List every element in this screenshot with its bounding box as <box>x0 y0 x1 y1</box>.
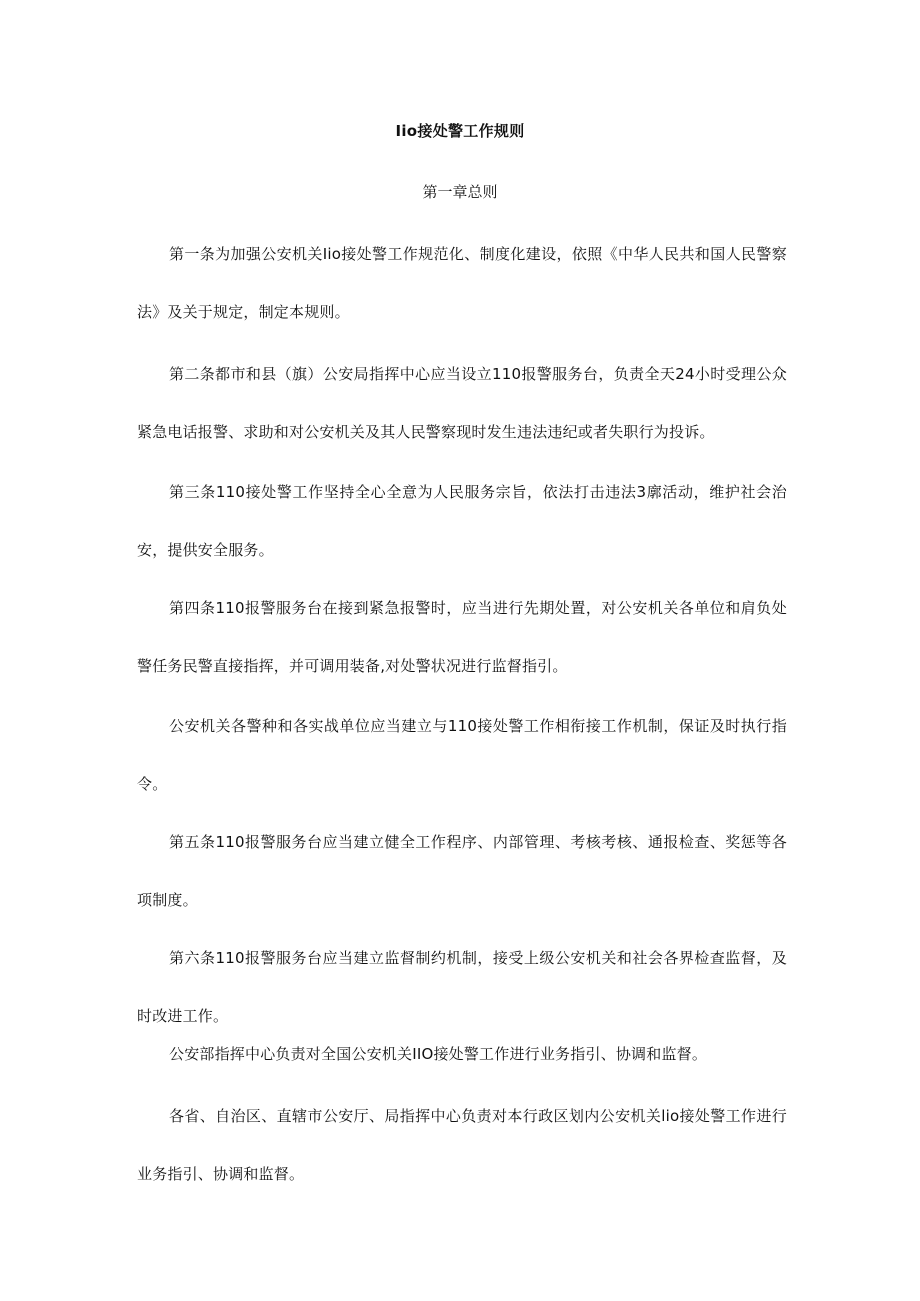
chapter-heading: 第一章总则 <box>422 183 498 201</box>
paragraph-provincial-command: 各省、自治区、直辖市公安厅、局指挥中心负责对本行政区划内公安机关lio接处警工作进行业务指引、协调和监督。 <box>137 1107 787 1183</box>
paragraph-article-4: 第四条110报警服务台在接到紧急报警时，应当进行先期处置，对公安机关各单位和肩负处警任务民警直接指挥，并可调用装备,对处警状况进行监督指引。 <box>137 599 787 675</box>
paragraph-article-6: 第六条110报警服务台应当建立监督制约机制，接受上级公安机关和社会各界检查监督，及时改进工作。 <box>137 949 787 1025</box>
document-title: Iio接处警工作规则 <box>395 122 525 140</box>
paragraph-article-4-supplement: 公安机关各警种和各实战单位应当建立与110接处警工作相衔接工作机制，保证及时执行指令。 <box>137 717 787 793</box>
paragraph-article-2: 第二条都市和县（旗）公安局指挥中心应当设立110报警服务台，负责全天24小时受理公众紧急电话报警、求助和对公安机关及其人民警察现时发生违法违纪或者失职行为投诉。 <box>137 365 787 441</box>
paragraph-article-5: 第五条110报警服务台应当建立健全工作程序、内部管理、考核考核、通报检查、奖惩等各项制度。 <box>137 833 787 909</box>
paragraph-article-1: 第一条为加强公安机关Iio接处警工作规范化、制度化建设，依照《中华人民共和国人民警察法》及关于规定，制定本规则。 <box>137 245 787 321</box>
paragraph-ministry-command: 公安部指挥中心负责对全国公安机关IIO接处警工作进行业务指引、协调和监督。 <box>169 1045 708 1063</box>
paragraph-article-3: 第三条110接处警工作坚持全心全意为人民服务宗旨，依法打击违法3廓活动，维护社会治安，提供安全服务。 <box>137 483 787 559</box>
